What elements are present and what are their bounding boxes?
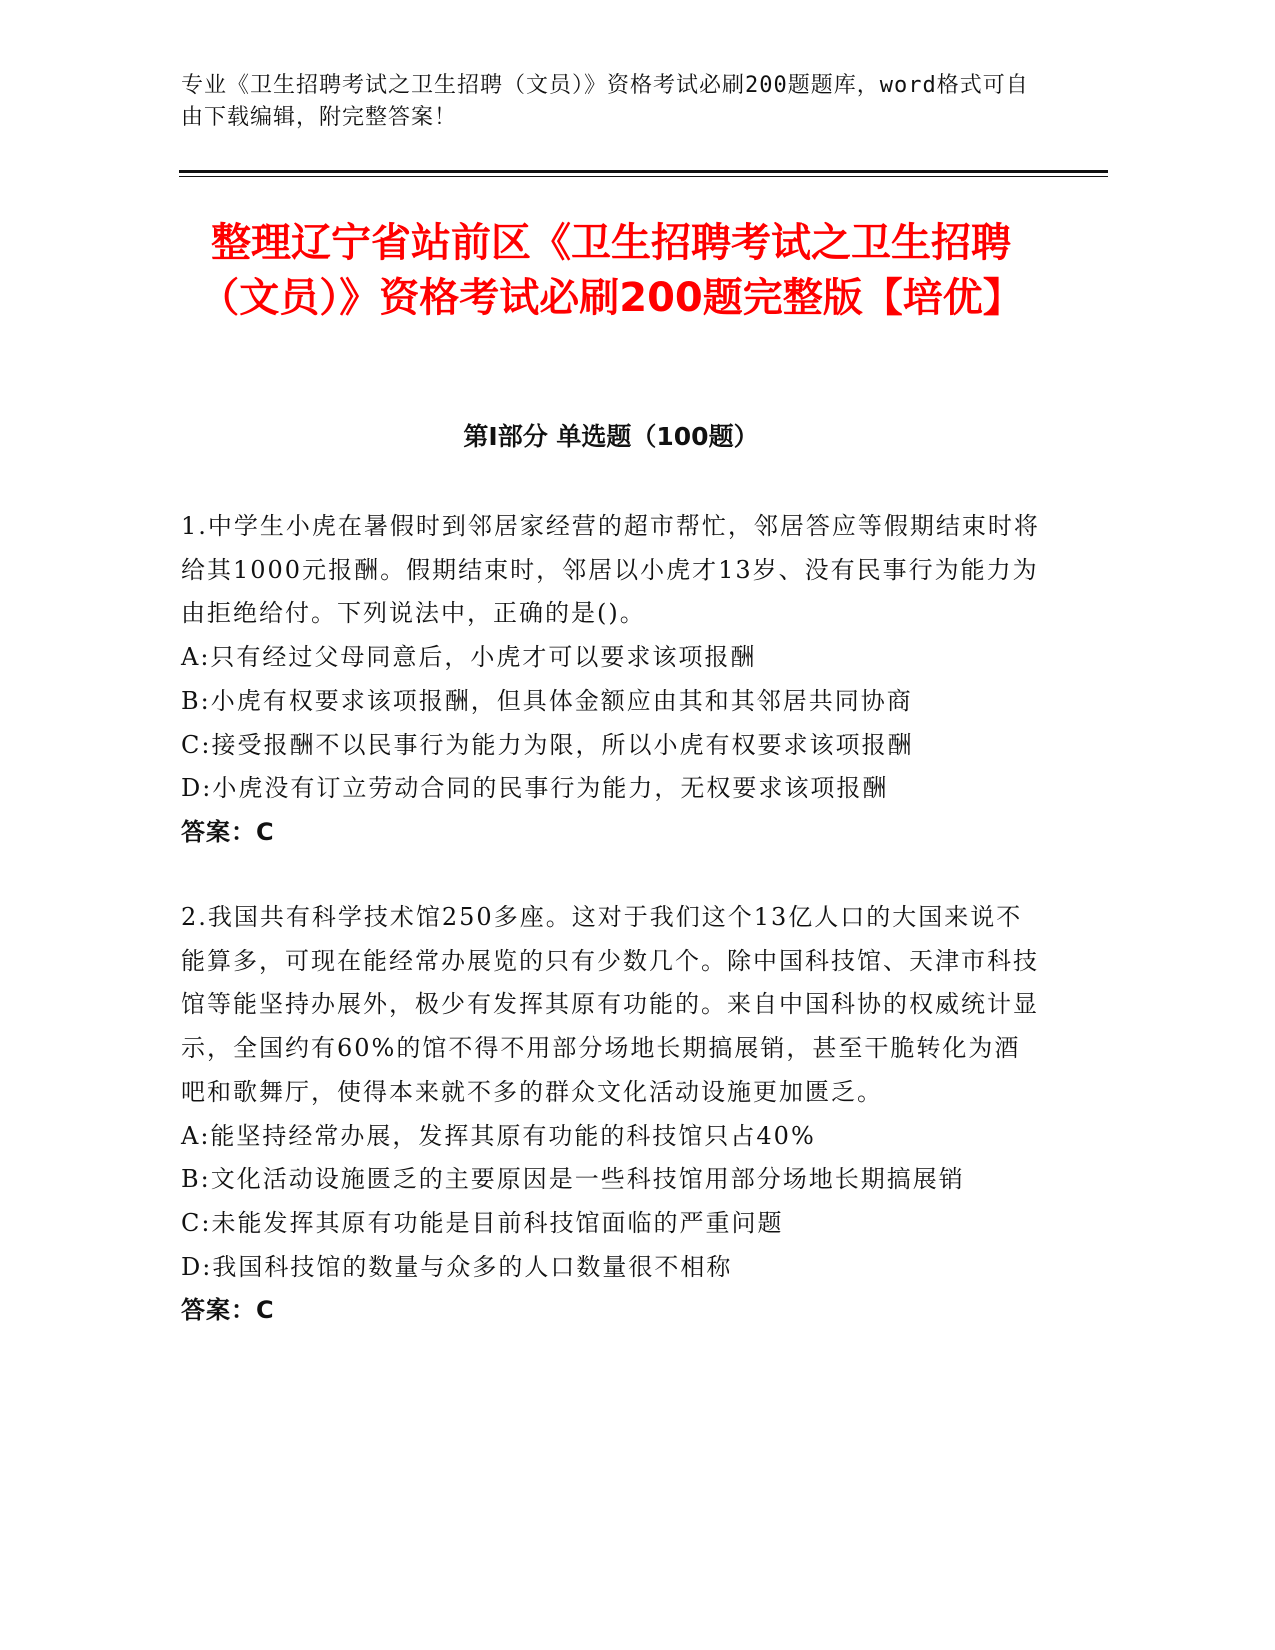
option-b: B:小虎有权要求该项报酬，但具体金额应由其和其邻居共同协商: [181, 686, 913, 715]
header-rule-thick: [179, 170, 1108, 173]
question-stem: 2.我国共有科学技术馆250多座。这对于我们这个13亿人口的大国来说不能算多，可现在能经常办展览的只有少数几个。除中国科技馆、天津市科技馆等能坚持办展外，极少有发挥其原有功能的。来自中国科协的权威统计显示，全国约有60%的馆不得不用部分场地长期搞展销，甚至干脆转化为酒吧和歌舞厅，使得本来就不多的群众文化活动设施更加匮乏。: [181, 903, 1039, 1106]
option-a: A:只有经过父母同意后，小虎才可以要求该项报酬: [181, 643, 757, 672]
section-title: 第Ⅰ部分 单选题（100题）: [463, 422, 759, 451]
option-a: A:能坚持经常办展，发挥其原有功能的科技馆只占40%: [181, 1121, 816, 1150]
answer: 答案：C: [181, 817, 275, 846]
answer: 答案：C: [181, 1296, 275, 1325]
option-c: C:未能发挥其原有功能是目前科技馆面临的严重问题: [181, 1208, 784, 1237]
question-1: [181, 505, 1041, 855]
option-b: B:文化活动设施匮乏的主要原因是一些科技馆用部分场地长期搞展销: [181, 1165, 965, 1194]
header-rule-thin: [179, 176, 1108, 177]
document-title: 整理辽宁省站前区《卫生招聘考试之卫生招聘（文员）》资格考试必刷200题完整版【培优】: [199, 220, 1023, 321]
header-note: 专业《卫生招聘考试之卫生招聘（文员）》资格考试必刷200题题库，word格式可自由下载编辑，附完整答案！: [181, 73, 1029, 130]
option-d: D:我国科技馆的数量与众多的人口数量很不相称: [181, 1252, 733, 1281]
option-d: D:小虎没有订立劳动合同的民事行为能力，无权要求该项报酬: [181, 774, 889, 803]
question-2: [181, 896, 1041, 1333]
question-stem: 1.中学生小虎在暑假时到邻居家经营的超市帮忙，邻居答应等假期结束时将给其1000元报酬。假期结束时，邻居以小虎才13岁、没有民事行为能力为由拒绝给付。下列说法中，正确的是()。: [181, 512, 1040, 628]
option-c: C:接受报酬不以民事行为能力为限，所以小虎有权要求该项报酬: [181, 730, 914, 759]
